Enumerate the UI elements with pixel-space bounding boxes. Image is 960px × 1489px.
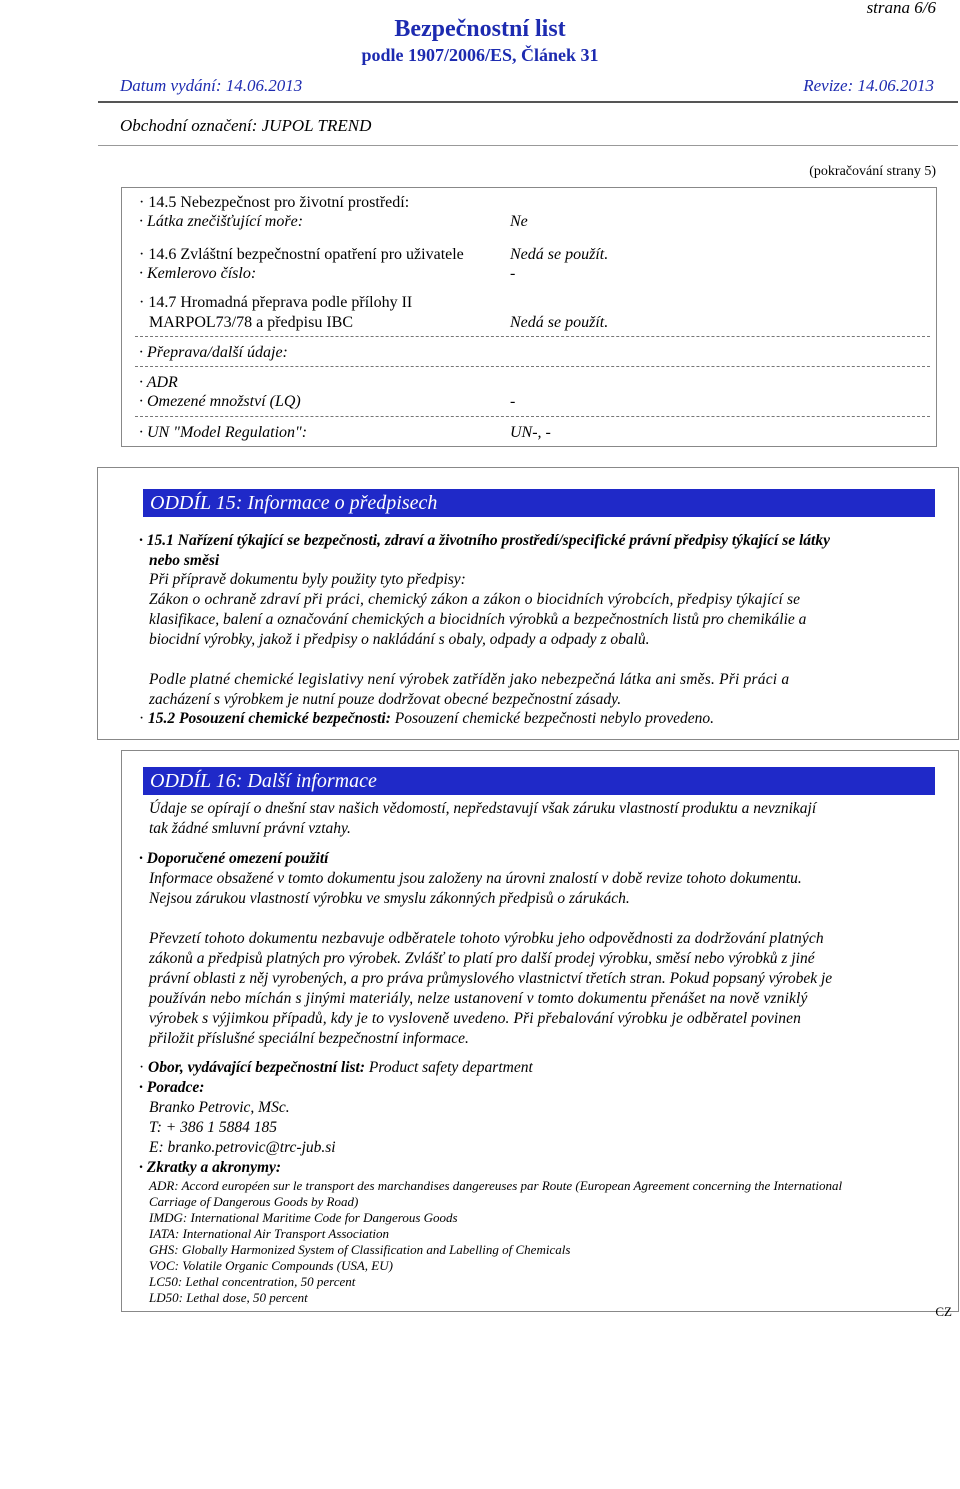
row-transport-info: · Přeprava/další údaje: bbox=[139, 343, 288, 363]
document-title: Bezpečnostní list bbox=[394, 16, 566, 42]
dashed-separator-1 bbox=[135, 336, 930, 337]
revision-date: Revize: 14.06.2013 bbox=[803, 76, 934, 95]
s16-tr-line2: zákonů a předpisů platných pro výrobek. Zvlášť to platí pro další prodej výrobku, směsí nebo výrobků z jiné bbox=[149, 950, 815, 967]
s16-intro-line1: Údaje se opírají o dnešní stav našich vědomostí, nepředstavují však záruku vlastností produktu a nevznikají bbox=[149, 800, 817, 817]
document-subtitle: podle 1907/2006/ES, Článek 31 bbox=[361, 45, 599, 65]
row-14-5: · 14.5 Nebezpečnost pro životní prostředí: bbox=[139, 193, 409, 213]
s15-p1-line3: klasifikace, balení a označování chemických a biocidních výrobků a bezpečnostních listů pro chemikálie a bbox=[149, 611, 807, 628]
s15-2-value: Posouzení chemické bezpečnosti nebylo provedeno. bbox=[394, 710, 714, 727]
s15-p1-line2: Zákon o ochraně zdraví při práci, chemický zákon a zákon o biocidních výrobcích, předpisy týkající se bbox=[149, 591, 801, 608]
section16-heading: ODDÍL 16: Další informace bbox=[143, 767, 935, 795]
trade-name-rule bbox=[98, 145, 958, 146]
abbr-item: GHS: Globally Harmonized System of Classification and Labelling of Chemicals bbox=[149, 1242, 571, 1257]
special-precautions-value: Nedá se použít. bbox=[510, 246, 609, 263]
header-rule bbox=[98, 101, 958, 103]
kemler-value: - bbox=[510, 265, 516, 282]
s15-p2-line1: Podle platné chemické legislativy není výrobek zatříděn jako nebezpečná látka ani směs. Při práci a bbox=[149, 671, 790, 688]
dashed-separator-2 bbox=[135, 366, 930, 367]
s15-prep-line: Při přípravě dokumentu byly použity tyto předpisy: bbox=[149, 571, 466, 588]
page-number: strana 6/6 bbox=[866, 0, 936, 17]
section15-heading: ODDÍL 15: Informace o předpisech bbox=[143, 489, 935, 517]
row-14-7-line2: MARPOL73/78 a předpisu IBC bbox=[149, 314, 353, 331]
row-kemler: · Kemlerovo číslo: bbox=[139, 264, 256, 284]
s15-2-row bbox=[139, 709, 714, 729]
trade-name: Obchodní označení: JUPOL TREND bbox=[120, 116, 372, 135]
issue-date: Datum vydání: 14.06.2013 bbox=[120, 76, 303, 95]
s15-1-title: · 15.1 Nařízení týkající se bezpečnosti, zdraví a životního prostředí/specifické právní předpisy týkající se látky bbox=[139, 531, 830, 551]
row-adr: · ADR bbox=[139, 373, 178, 393]
marine-pollutant-value: Ne bbox=[510, 213, 528, 230]
s16-dept-row bbox=[139, 1058, 533, 1078]
abbr-item: IATA: International Air Transport Association bbox=[149, 1226, 390, 1241]
abbr-item: LD50: Lethal dose, 50 percent bbox=[149, 1290, 308, 1305]
s16-dept-value: Product safety department bbox=[368, 1059, 533, 1076]
row-14-7: · 14.7 Hromadná přeprava podle přílohy II bbox=[139, 293, 412, 313]
row-un-model: · UN "Model Regulation": bbox=[139, 423, 307, 443]
s15-p1-line4: biocidní výrobky, jakož i předpisy o nakládání s obaly, odpady a odpady z obalů. bbox=[149, 631, 650, 648]
s16-rec-line2: Nejsou zárukou vlastností výrobku ve smyslu zákonných předpisů o zárukách. bbox=[149, 890, 630, 907]
abbr-item: Carriage of Dangerous Goods by Road) bbox=[149, 1194, 359, 1209]
abbr-item: IMDG: International Maritime Code for Dangerous Goods bbox=[149, 1210, 458, 1225]
un-model-value: UN-, - bbox=[510, 424, 551, 441]
abbr-item: VOC: Volatile Organic Compounds (USA, EU) bbox=[149, 1258, 393, 1273]
s16-tr-line3: právní oblasti z něj vyrobených, a pro práva průmyslového vlastnictví třetích stran. Pokud popsaný výrobek je bbox=[149, 970, 833, 987]
continuation-note: (pokračování strany 5) bbox=[809, 164, 936, 179]
s16-advisor-label: · Poradce: bbox=[139, 1078, 204, 1098]
row-14-6: · 14.6 Zvláštní bezpečnostní opatření pro uživatele bbox=[139, 245, 464, 265]
s16-tr-line4: používán nebo míchán s jinými materiály, nelze ustanovení v tomto dokumentu přenášet na nově vzniklý bbox=[149, 990, 808, 1007]
s16-tr-line1: Převzetí tohoto dokumentu nezbavuje odběratele tohoto výrobku jeho odpovědnosti za dodržování platných bbox=[149, 930, 824, 947]
bulk-transport-value: Nedá se použít. bbox=[510, 314, 609, 331]
s16-tr-line5: výrobek s výjimkou případů, kdy je to vysloveně uvedeno. Při přebalování výrobku je odběratel povinen bbox=[149, 1010, 801, 1027]
row-limited-quantity: · Omezené množství (LQ) bbox=[139, 392, 301, 412]
s16-advisor-phone: T: + 386 1 5884 185 bbox=[149, 1119, 278, 1136]
s16-tr-line6: přiložit příslušné speciální bezpečnostní informace. bbox=[149, 1030, 469, 1047]
s16-intro-line2: tak žádné smluvní právní vztahy. bbox=[149, 820, 351, 837]
s16-abbr-label: · Zkratky a akronymy: bbox=[139, 1158, 281, 1178]
dashed-separator-3 bbox=[135, 416, 930, 417]
s16-rec-line1: Informace obsažené v tomto dokumentu jsou založeny na úrovni znalostí v době revize tohoto dokumentu. bbox=[149, 870, 802, 887]
limited-quantity-value: - bbox=[510, 393, 516, 410]
footer-language-code: CZ bbox=[935, 1304, 952, 1319]
s15-2-label: 15.2 Posouzení chemické bezpečnosti: bbox=[148, 710, 391, 727]
s15-p2-line2: zacházení s výrobkem je nutní pouze dodržovat obecné bezpečnostní zásady. bbox=[149, 691, 622, 708]
row-marine-pollutant: · Látka znečišťující moře: bbox=[139, 212, 303, 232]
abbr-item: LC50: Lethal concentration, 50 percent bbox=[149, 1274, 356, 1289]
s16-recommended-label: · Doporučené omezení použití bbox=[139, 849, 328, 869]
abbr-item: ADR: Accord européen sur le transport des marchandises dangereuses par Route (European Agreement concerning the International bbox=[149, 1178, 843, 1193]
s16-advisor-name: Branko Petrovic, MSc. bbox=[149, 1099, 290, 1116]
s16-advisor-email[interactable]: E: branko.petrovic@trc-jub.si bbox=[149, 1139, 336, 1156]
s15-1-title-line2: nebo směsi bbox=[149, 552, 220, 569]
s16-dept-label: Obor, vydávající bezpečnostní list: bbox=[148, 1059, 366, 1076]
